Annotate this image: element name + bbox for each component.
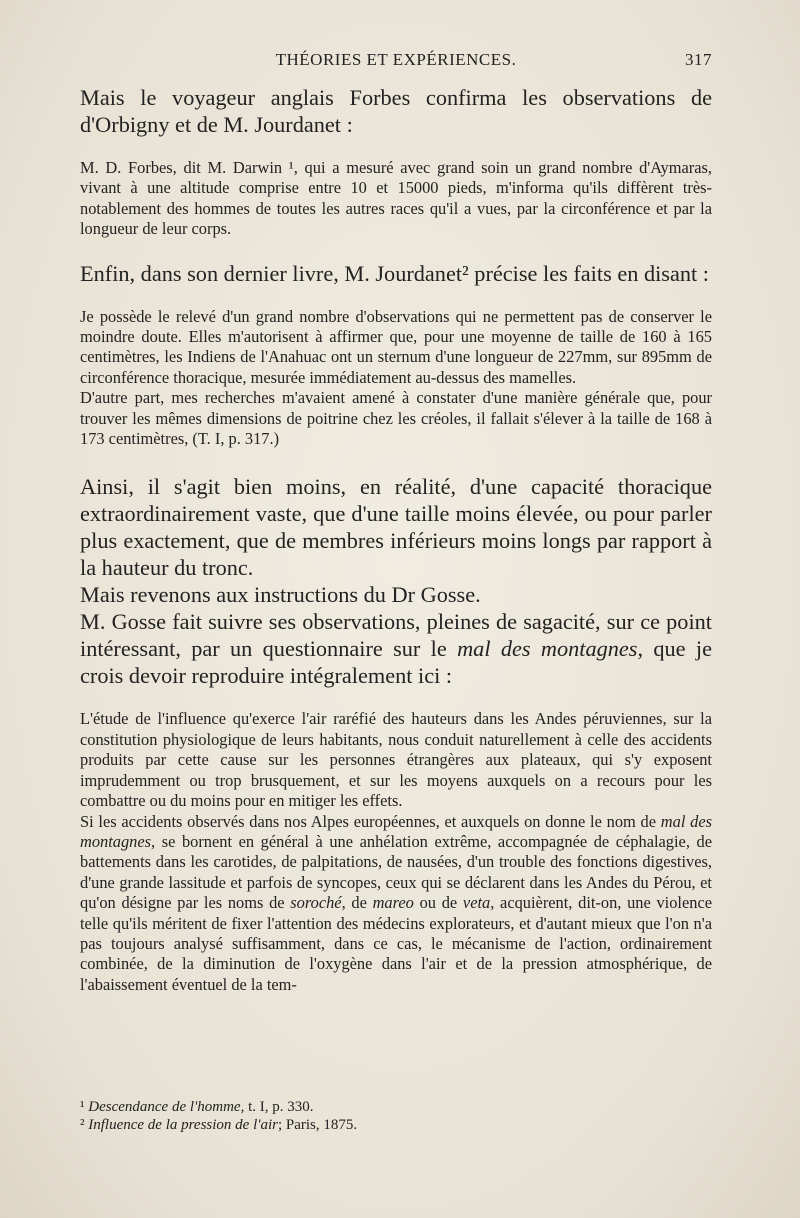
quote-jourdanet-1: Je possède le relevé d'un grand nombre d'observations qui ne permettent pas de conserver le moindre doute. Elles m'autorisent à affirmer que, pour une moyenne de taille de 160 à 165 centimètres, les Indiens de l'Anahuac ont un sternum d'une longueur de 227mm, sur 895mm de circonférence thoracique, mesurée immédiatement au-dessus des mamelles. (80, 306, 712, 387)
footnote-title: Descendance de l'homme (88, 1099, 241, 1115)
footnotes (80, 1098, 712, 1134)
footnote-1 (80, 1098, 712, 1116)
text-run: , que je crois devoir reproduire intégralement ici : (80, 636, 712, 689)
italic-term: mareo (372, 893, 414, 913)
paragraph-forbes: Mais le voyageur anglais Forbes confirma les observations de d'Orbigny et de M. Jourdanet : (80, 85, 712, 137)
text-run: , acquièrent, dit-on, une violence telle qu'ils méritent de fixer l'attention des médecins explorateurs, et d'autant mieux que l'on n'a pas toujours analysé suffisamment, dans ce cas, le mécanisme de l'action, ordinairement combinée, de la diminution de l'oxygène dans l'air et de la pression atmosphérique, de l'abaissement éventuel de la tem- (80, 893, 713, 994)
page-body (80, 84, 712, 995)
footnote-2 (80, 1116, 712, 1134)
text-run: , se bornent en général à une anhélation extrême, accompagnée de céphalagie, de battements dans les carotides, de palpitations, de nausées, d'un trouble des fonctions digestives, d'une grande lassitude et parfois de syncopes, ceux qui se déclarent dans les Andes du Pérou, et qu'on désigne par les noms de (80, 831, 712, 913)
paragraph-jourdanet: Enfin, dans son dernier livre, M. Jourdanet² précise les faits en disant : (80, 260, 709, 286)
page-number: 317 (685, 50, 712, 69)
text-run: M. Gosse fait suivre ses observations, pleines de sagacité, sur ce point intéressant, par un questionnaire sur le (80, 609, 712, 662)
text-run: Si les accidents observés dans nos Alpes européennes, et auxquels on donne le nom de (80, 811, 661, 831)
footnote-text: , t. I, p. 330. (240, 1099, 314, 1115)
paragraph-gosse-return: Mais revenons aux instructions du Dr Gosse. (80, 582, 481, 608)
footnote-mark: ¹ (80, 1099, 85, 1115)
italic-term: mal des montagnes (80, 811, 712, 851)
quote-darwin: M. D. Forbes, dit M. Darwin ¹, qui a mesuré avec grand soin un grand nombre d'Aymaras, vivant à une altitude comprise entre 10 et 15000 pieds, m'informa qu'ils diffèrent très-notablement des hommes de toutes les autres races qu'il a vues, par la circonférence et par la longueur de leur corps. (80, 158, 712, 239)
quote-accidents (80, 812, 712, 996)
paragraph-ainsi: Ainsi, il s'agit bien moins, en réalité, d'une capacité thoracique extraordinairement vaste, que d'une taille moins élevée, ou pour parler plus exactement, que de membres inférieurs moins longs par rapport à la hauteur du tronc. (80, 474, 712, 581)
footnote-text: ; Paris, 1875. (277, 1117, 358, 1133)
paragraph-gosse-questionnaire (80, 608, 712, 689)
footnote-mark: ² (80, 1117, 85, 1133)
italic-term: soroché (290, 893, 342, 913)
quote-etude: L'étude de l'influence qu'exerce l'air raréfié des hauteurs dans les Andes péruviennes, sur la constitution physiologique de leurs habitants, nous conduit naturellement à celle des accidents produits par cette cause sur les personnes étrangères aux plateaux, qui s'y exposent imprudemment ou trop brusquement, et sur les moyens auxquels on a recours pour les combattre ou du moins pour en mitiger les effets. (80, 709, 712, 811)
text-run: ou de (413, 893, 463, 913)
italic-term: veta (462, 893, 491, 913)
footnote-title: Influence de la pression de l'air (88, 1117, 278, 1133)
text-run: , de (341, 893, 373, 913)
italic-term: mal des montagnes (457, 636, 638, 662)
running-title: THÉORIES ET EXPÉRIENCES. (275, 50, 517, 69)
running-header (80, 50, 712, 74)
quote-jourdanet-2: D'autre part, mes recherches m'avaient amené à constater d'une manière générale que, pour trouver les mêmes dimensions de poitrine chez les créoles, il fallait s'élever à la taille de 168 à 173 centimètres, (T. I, p. 317.) (80, 388, 712, 449)
